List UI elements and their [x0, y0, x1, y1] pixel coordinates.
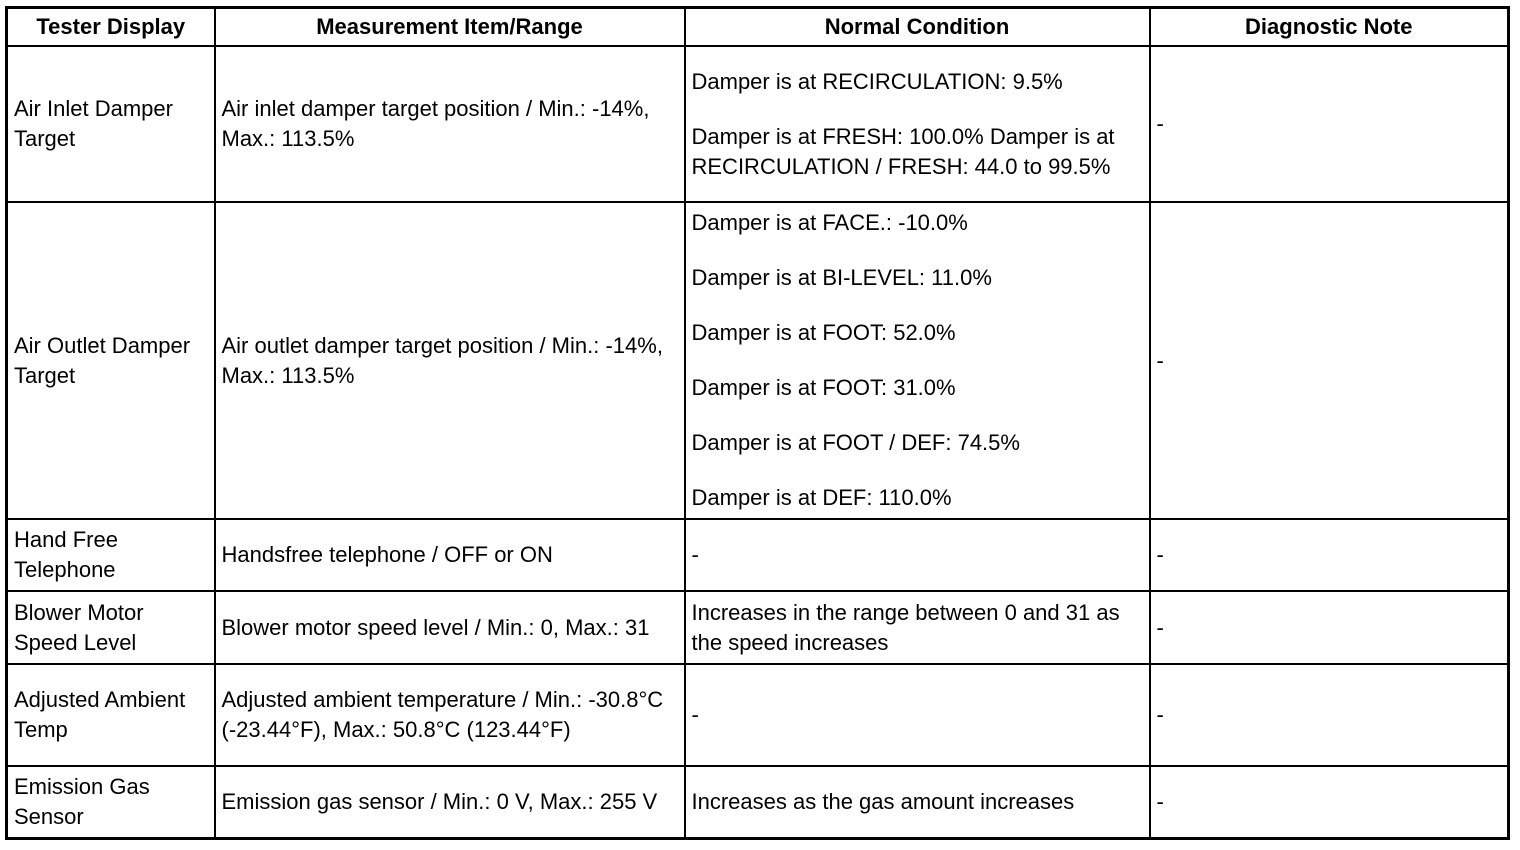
cell-normal-condition — [685, 202, 1150, 519]
cell-diagnostic-note: - — [1150, 766, 1509, 839]
table-header-row — [7, 8, 1509, 47]
condition-line: Damper is at FACE.: -10.0% — [691, 210, 968, 235]
cell-tester-display: Emission Gas Sensor — [7, 766, 215, 839]
cell-measurement: Air outlet damper target position / Min.: -14%, Max.: 113.5% — [215, 202, 685, 519]
table-row — [7, 766, 1509, 839]
cell-normal-condition: - — [685, 664, 1150, 766]
data-list-table — [5, 6, 1510, 840]
condition-line: Damper is at DEF: 110.0% — [691, 485, 952, 510]
cell-diagnostic-note: - — [1150, 664, 1509, 766]
cell-tester-display: Hand Free Telephone — [7, 519, 215, 591]
cell-normal-condition: Increases as the gas amount increases — [685, 766, 1150, 839]
cell-tester-display: Air Inlet Damper Target — [7, 46, 215, 202]
cell-tester-display: Air Outlet Damper Target — [7, 202, 215, 519]
condition-line: Damper is at RECIRCULATION: 9.5% — [691, 68, 1063, 94]
condition-line: Damper is at FRESH: 100.0% Damper is at RECIRCULATION / FRESH: 44.0 to 99.5% — [691, 123, 1115, 179]
table-row — [7, 46, 1509, 202]
header-tester-display: Tester Display — [7, 8, 215, 47]
cell-normal-condition — [685, 46, 1150, 202]
cell-normal-condition: Increases in the range between 0 and 31 as the speed increases — [685, 591, 1150, 664]
table-row — [7, 591, 1509, 664]
cell-diagnostic-note: - — [1150, 591, 1509, 664]
table-row — [7, 519, 1509, 591]
cell-measurement: Air inlet damper target position / Min.: -14%, Max.: 113.5% — [215, 46, 685, 202]
cell-normal-condition: - — [685, 519, 1150, 591]
condition-line: Damper is at BI-LEVEL: 11.0% — [691, 265, 992, 290]
cell-measurement: Emission gas sensor / Min.: 0 V, Max.: 255 V — [215, 766, 685, 839]
cell-diagnostic-note: - — [1150, 46, 1509, 202]
header-diagnostic-note: Diagnostic Note — [1150, 8, 1509, 47]
header-measurement: Measurement Item/Range — [215, 8, 685, 47]
cell-tester-display: Adjusted Ambient Temp — [7, 664, 215, 766]
cell-diagnostic-note: - — [1150, 519, 1509, 591]
table-row — [7, 202, 1509, 519]
cell-measurement: Blower motor speed level / Min.: 0, Max.: 31 — [215, 591, 685, 664]
condition-line: Damper is at FOOT: 31.0% — [691, 375, 956, 400]
condition-line: Damper is at FOOT: 52.0% — [691, 320, 956, 345]
cell-tester-display: Blower Motor Speed Level — [7, 591, 215, 664]
cell-measurement: Adjusted ambient temperature / Min.: -30.8°C (-23.44°F), Max.: 50.8°C (123.44°F) — [215, 664, 685, 766]
cell-measurement: Handsfree telephone / OFF or ON — [215, 519, 685, 591]
condition-line: Damper is at FOOT / DEF: 74.5% — [691, 430, 1020, 455]
cell-diagnostic-note: - — [1150, 202, 1509, 519]
table-row — [7, 664, 1509, 766]
header-normal-condition: Normal Condition — [685, 8, 1150, 47]
